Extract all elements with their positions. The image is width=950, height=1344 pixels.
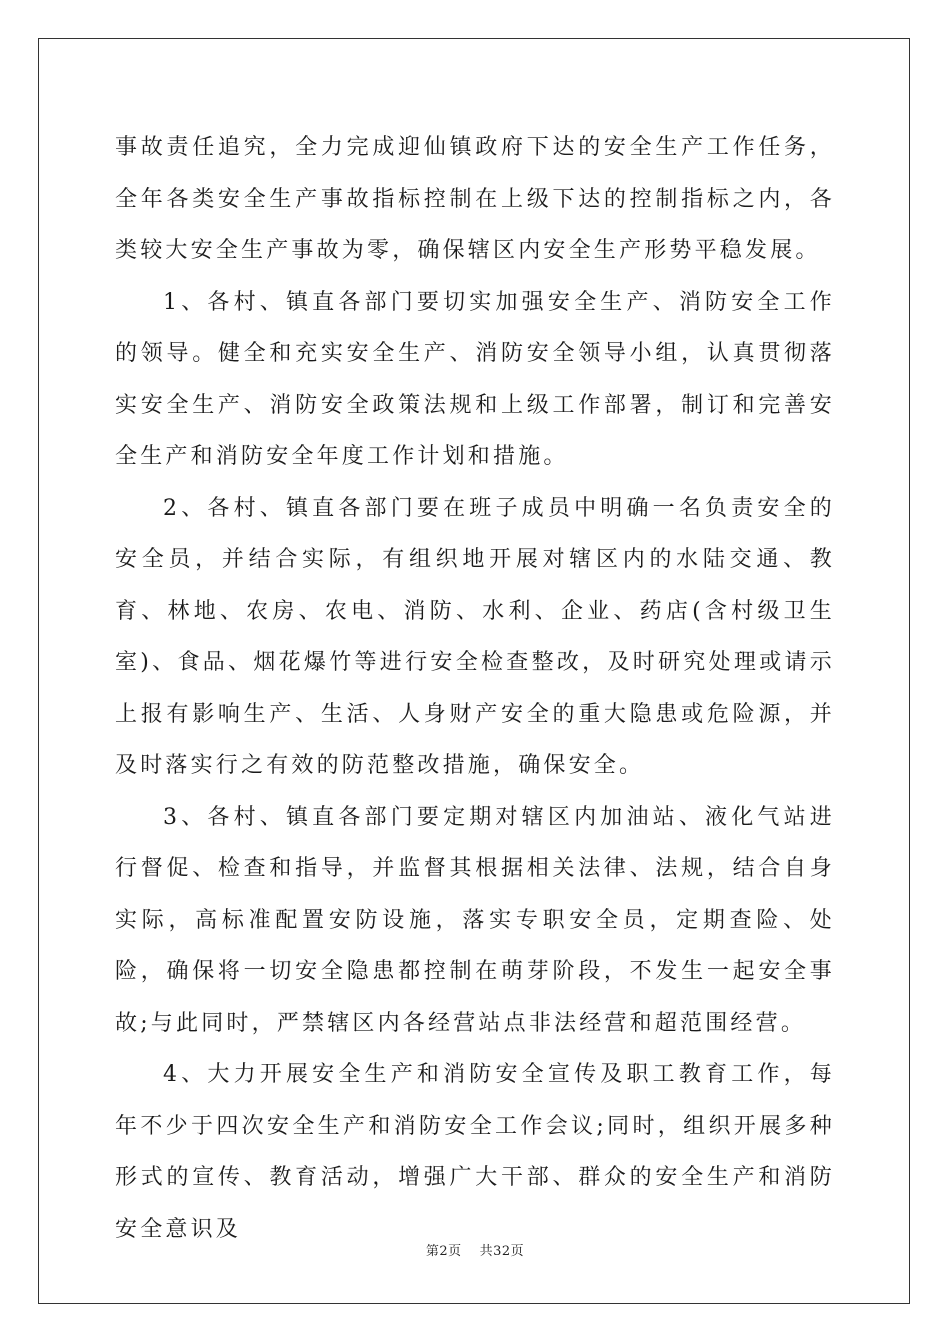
paragraph-intro: 事故责任追究，全力完成迎仙镇政府下达的安全生产工作任务，全年各类安全生产事故指标控制在上级下达的控制指标之内，各类较大安全生产事故为零，确保辖区内安全生产形势平稳发展。 bbox=[115, 135, 835, 263]
paragraph-item-3: 3、各村、镇直各部门要定期对辖区内加油站、液化气站进行督促、检查和指导，并监督其根据相关法律、法规，结合自身实际，高标准配置安防设施，落实专职安全员，定期查险、处险，确保将一切安全隐患都控制在萌芽阶段，不发生一起安全事故;与此同时，严禁辖区内各经营站点非法经营和超范围经营。 bbox=[115, 804, 835, 1036]
paragraph-item-4: 4、大力开展安全生产和消防安全宣传及职工教育工作，每年不少于四次安全生产和消防安全工作会议;同时，组织开展多种形式的宣传、教育活动，增强广大干部、群众的安全生产和消防安全意识及 bbox=[115, 1062, 835, 1242]
page-total: 共32页 bbox=[479, 1244, 525, 1259]
page-footer bbox=[0, 1240, 950, 1259]
document-body bbox=[115, 122, 835, 1255]
paragraph-item-1: 1、各村、镇直各部门要切实加强安全生产、消防安全工作的领导。健全和充实安全生产、消防安全领导小组，认真贯彻落实安全生产、消防安全政策法规和上级工作部署，制订和完善安全生产和消防安全年度工作计划和措施。 bbox=[115, 289, 835, 469]
paragraph-item-2: 2、各村、镇直各部门要在班子成员中明确一名负责安全的安全员，并结合实际，有组织地开展对辖区内的水陆交通、教育、林地、农房、农电、消防、水利、企业、药店(含村级卫生室)、食品、烟花爆竹等进行安全检查整改，及时研究处理或请示上报有影响生产、生活、人身财产安全的重大隐患或危险源，并及时落实行之有效的防范整改措施，确保安全。 bbox=[115, 495, 835, 778]
page-number: 第2页 bbox=[425, 1244, 462, 1259]
